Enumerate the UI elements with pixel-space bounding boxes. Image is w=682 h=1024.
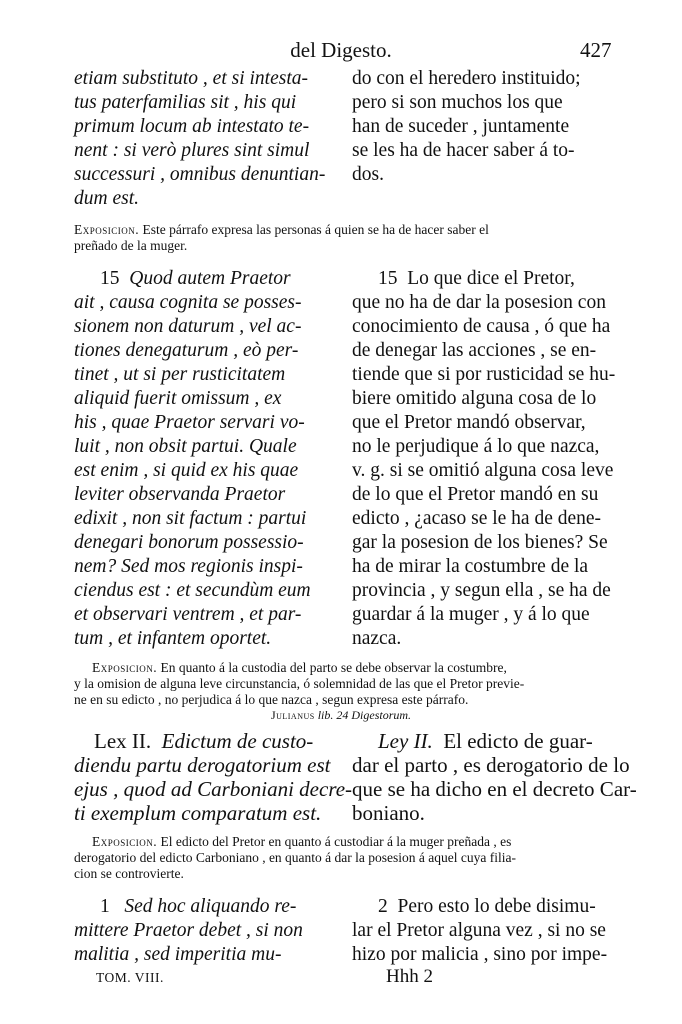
source-author: Julianus (270, 708, 315, 722)
latin-line: edixit , non sit factum : partui (74, 508, 307, 529)
exposicion-label: Exposicion. (74, 222, 140, 237)
spanish-number: 2 (378, 896, 388, 917)
spanish-line: no le perjudique á lo que nazca, (352, 436, 600, 457)
volume-mark: TOM. VIII. (96, 970, 164, 985)
latin-line: aliquid fuerit omissum , ex (74, 388, 282, 409)
page-number: 427 (580, 38, 612, 62)
latin-line: ciendus est : et secundùm eum (74, 580, 311, 601)
latin-line: mittere Praetor debet , si non (74, 920, 303, 941)
latin-line: tiones denegaturum , eò per- (74, 340, 299, 361)
latin-number: 15 (100, 268, 120, 289)
spanish-line: Lo que dice el Pretor, (407, 268, 575, 289)
paragraph-number (74, 268, 291, 290)
spanish-line: biere omitido alguna cosa de lo (352, 388, 597, 409)
source-text: lib. 24 Digestorum. (317, 708, 412, 722)
spanish-line: hizo por malicia , sino por impe- (352, 944, 608, 965)
spanish-line: que se ha dicho en el decreto Car- (352, 777, 637, 801)
exposicion-2-line (92, 660, 507, 676)
spanish-line: v. g. si se omitió alguna cosa leve (352, 460, 614, 481)
latin-line: primum locum ab intestato te- (74, 116, 310, 137)
latin-line: luit , non obsit partui. Quale (74, 436, 297, 457)
latin-line: sionem non daturum , vel ac- (74, 316, 302, 337)
spanish-line: que el Pretor mandó observar, (352, 412, 586, 433)
spanish-line: ha de mirar la costumbre de la (352, 556, 589, 577)
exposicion-text: Este párrafo expresa las personas á quien se ha de hacer saber el (142, 222, 489, 237)
latin-line: denegari bonorum possessio- (74, 532, 304, 553)
latin-line: Edictum de custo- (161, 729, 314, 753)
running-header: del Digesto. (290, 38, 392, 62)
latin-line: tinet , ut si per rusticitatem (74, 364, 286, 385)
latin-line: diendu partu derogatorium est (74, 753, 331, 777)
latin-line: Sed hoc aliquando re- (124, 896, 297, 917)
spanish-line: de lo que el Pretor mandó en su (352, 484, 599, 505)
spanish-line: gar la posesion de los bienes? Se (352, 532, 608, 553)
spanish-first-line (352, 268, 575, 290)
exposicion-2-line: ne en su edicto , no perjudica á lo que nazca , segun expresa este párrafo. (74, 692, 469, 707)
latin-line: nent : si verò plures sint simul (74, 140, 310, 161)
spanish-line: provincia , y segun ella , se ha de (352, 580, 611, 601)
latin-first-line (74, 896, 296, 918)
exposicion-text: En quanto á la custodia del parto se debe observar la costumbre, (160, 660, 507, 675)
exposicion-3-line: derogatorio del edicto Carboniano , en quanto á dar la posesion á aquel cuya filia- (74, 850, 516, 865)
exposicion-3-line: cion se controvierte. (74, 866, 184, 881)
spanish-line: dos. (352, 164, 384, 185)
spanish-line: conocimiento de causa , ó que ha (352, 316, 611, 337)
latin-line: Quod autem Praetor (129, 268, 291, 289)
spanish-first-line (352, 896, 596, 918)
latin-line: his , quae Praetor servari vo- (74, 412, 305, 433)
spanish-line: edicto , ¿acaso se le ha de dene- (352, 508, 602, 529)
source-citation (0, 708, 682, 723)
latin-line: etiam substituto , et si intesta- (74, 68, 308, 89)
spanish-line: han de suceder , juntamente (352, 116, 570, 137)
exposicion-text: El edicto del Pretor en quanto á custodiar á la muger preñada , es (160, 834, 512, 849)
ley-heading-line (352, 730, 593, 752)
spanish-line: El edicto de guar- (443, 729, 593, 753)
latin-number: 1 (100, 896, 110, 917)
latin-line: successuri , omnibus denuntian- (74, 164, 326, 185)
lex-heading: Lex II. (94, 729, 152, 753)
lex-heading-line (74, 730, 313, 752)
spanish-line: tiende que si por rusticidad se hu- (352, 364, 616, 385)
spanish-line: lar el Pretor alguna vez , si no se (352, 920, 606, 941)
spanish-line: de denegar las acciones , se en- (352, 340, 597, 361)
ley-heading: Ley II. (378, 729, 433, 753)
latin-line: ait , causa cognita se posses- (74, 292, 302, 313)
exposicion-1-line: preñado de la muger. (74, 238, 188, 253)
latin-line: ejus , quod ad Carboniani decre- (74, 777, 353, 801)
exposicion-label: Exposicion. (92, 660, 158, 675)
latin-line: leviter observanda Praetor (74, 484, 286, 505)
latin-line: dum est. (74, 188, 139, 209)
exposicion-label: Exposicion. (92, 834, 158, 849)
spanish-number: 15 (378, 268, 398, 289)
latin-line: tum , et infantem oportet. (74, 628, 272, 649)
latin-line: est enim , si quid ex his quae (74, 460, 299, 481)
spanish-line: boniano. (352, 801, 425, 825)
spanish-line: que no ha de dar la posesion con (352, 292, 606, 313)
latin-line: et observari ventrem , et par- (74, 604, 302, 625)
signature-mark: Hhh 2 (386, 966, 433, 987)
spanish-line: Pero esto lo debe disimu- (397, 896, 596, 917)
latin-line: malitia , sed imperitia mu- (74, 944, 282, 965)
latin-line: tus paterfamilias sit , his qui (74, 92, 297, 113)
spanish-line: do con el heredero instituido; (352, 68, 581, 89)
exposicion-3-line (92, 834, 511, 850)
exposicion-1-line (74, 222, 489, 238)
spanish-line: nazca. (352, 628, 402, 649)
spanish-line: se les ha de hacer saber á to- (352, 140, 575, 161)
latin-line: nem? Sed mos regionis inspi- (74, 556, 303, 577)
spanish-line: guardar á la muger , y á lo que (352, 604, 590, 625)
latin-line: ti exemplum comparatum est. (74, 801, 322, 825)
exposicion-2-line: y la omision de alguna leve circunstancia, ó solemnidad de las que el Pretor previe- (74, 676, 525, 691)
spanish-line: pero si son muchos los que (352, 92, 563, 113)
spanish-line: dar el parto , es derogatorio de lo (352, 753, 630, 777)
